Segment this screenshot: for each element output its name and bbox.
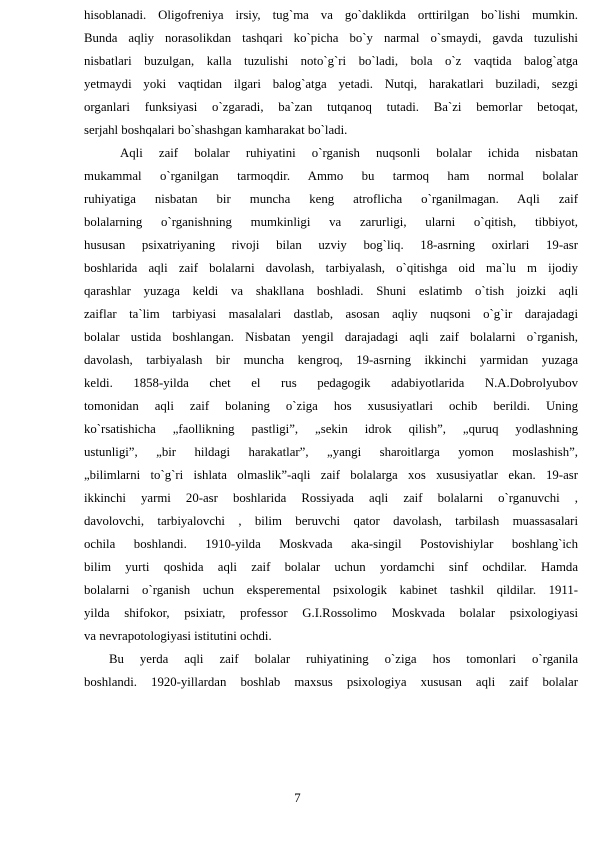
text-line: ochila boshlandi. 1910-yilda Moskvada aka-singil Postovishiylar boshlang`ich: [84, 537, 578, 551]
text-line: davolovchi, tarbiyalovchi , bilim beruvchi qator davolash, tarbilash muassasalari: [84, 514, 578, 528]
text-line: yetmaydi yoki vaqtidan ilgari balog`atga yetadi. Nutqi, harakatlari buziladi, sezgi: [84, 77, 578, 91]
text-line: mukammal o`rganilgan tarmoqdir. Ammo bu tarmoq ham normal bolalar: [84, 169, 578, 183]
text-line: tomonidan aqli zaif bolaning o`ziga hos xususiyatlari ochib berildi. Uning: [84, 399, 578, 413]
text-line: bilim yurti qoshida aqli zaif bolalar uchun yordamchi sinf ochdilar. Hamda: [84, 560, 578, 574]
text-line: va nevrapotologiyasi istitutini ochdi.: [84, 629, 272, 643]
text-line: boshlandi. 1920-yillardan boshlab maxsus psixologiya xususan aqli zaif bolalar: [84, 675, 578, 689]
text-line: „bilimlarni to`g`ri ishlata olmaslik”-aqli zaif bolalarga xos xususiyatlar ekan. 19-asr: [84, 468, 578, 482]
body-text: [84, 4, 578, 694]
text-line: ko`rsatishicha „faollikning pastligi”, „sekin idrok qilish”, „quruq yodlashning: [84, 422, 578, 436]
text-line: qarashlar yuzaga keldi va shakllana boshladi. Shuni eslatimb o`tish joizki aqli: [84, 284, 578, 298]
text-line: Bu yerda aqli zaif bolalar ruhiyatining o`ziga hos tomonlari o`rganila: [109, 652, 578, 666]
text-line: serjahl boshqalari bo`shashgan kamharakat bo`ladi.: [84, 123, 348, 137]
text-line: organlari funksiyasi o`zgaradi, ba`zan tutqanoq tutadi. Ba`zi bemorlar betoqat,: [84, 100, 578, 114]
text-line: bolalarning o`rganishning mumkinligi va zarurligi, ularni o`qitish, tibbiyot,: [84, 215, 578, 229]
text-line: hususan psixatriyaning rivoji bilan uzviy bog`liq. 18-asrning oxirlari 19-asr: [84, 238, 578, 252]
text-line: Aqli zaif bolalar ruhiyatini o`rganish nuqsonli bolalar ichida nisbatan: [120, 146, 578, 160]
text-line: zaiflar ta`lim tarbiyasi masalalari dastlab, asosan aqliy nuqsoni o`g`ir darajadagi: [84, 307, 578, 321]
text-line: hisoblanadi. Oligofreniya irsiy, tug`ma va go`daklikda orttirilgan bo`lishi mumkin.: [84, 8, 578, 22]
text-line: davolash, tarbiyalash bir muncha kengroq, 19-asrning ikkinchi yarmidan yuzaga: [84, 353, 578, 367]
page-number: 7: [294, 791, 301, 805]
text-line: boshlarida aqli zaif bolalarni davolash, tarbiyalash, o`qitishga oid ma`lu m ijodiy: [84, 261, 578, 275]
text-line: bolalarni o`rganish uchun eksperemental psixologik kabinet tashkil qildilar. 1911-: [84, 583, 578, 597]
text-line: ikkinchi yarmi 20-asr boshlarida Rossiyada aqli zaif bolalarni o`rganuvchi ,: [84, 491, 578, 505]
text-line: yilda shifokor, psixiatr, professor G.I.Rossolimo Moskvada bolalar psixologiyasi: [84, 606, 578, 620]
text-line: ruhiyatiga nisbatan bir muncha keng atroflicha o`rganilmagan. Aqli zaif: [84, 192, 578, 206]
text-line: bolalar ustida boshlangan. Nisbatan yengil darajadagi aqli zaif bolalarni o`rganish,: [84, 330, 578, 344]
text-line: ustunligi”, „bir hildagi harakatlar”, „yangi sharoitlarga yomon moslashish”,: [84, 445, 578, 459]
text-line: keldi. 1858-yilda chet el rus pedagogik adabiyotlarida N.A.Dobrolyubov: [84, 376, 578, 390]
text-line: nisbatlari buzulgan, kalla tuzulishi noto`g`ri bo`ladi, bola o`z vaqtida balog`atga: [84, 54, 578, 68]
text-line: Bunda aqliy norasolikdan tashqari ko`picha bo`y narmal o`smaydi, gavda tuzulishi: [84, 31, 578, 45]
